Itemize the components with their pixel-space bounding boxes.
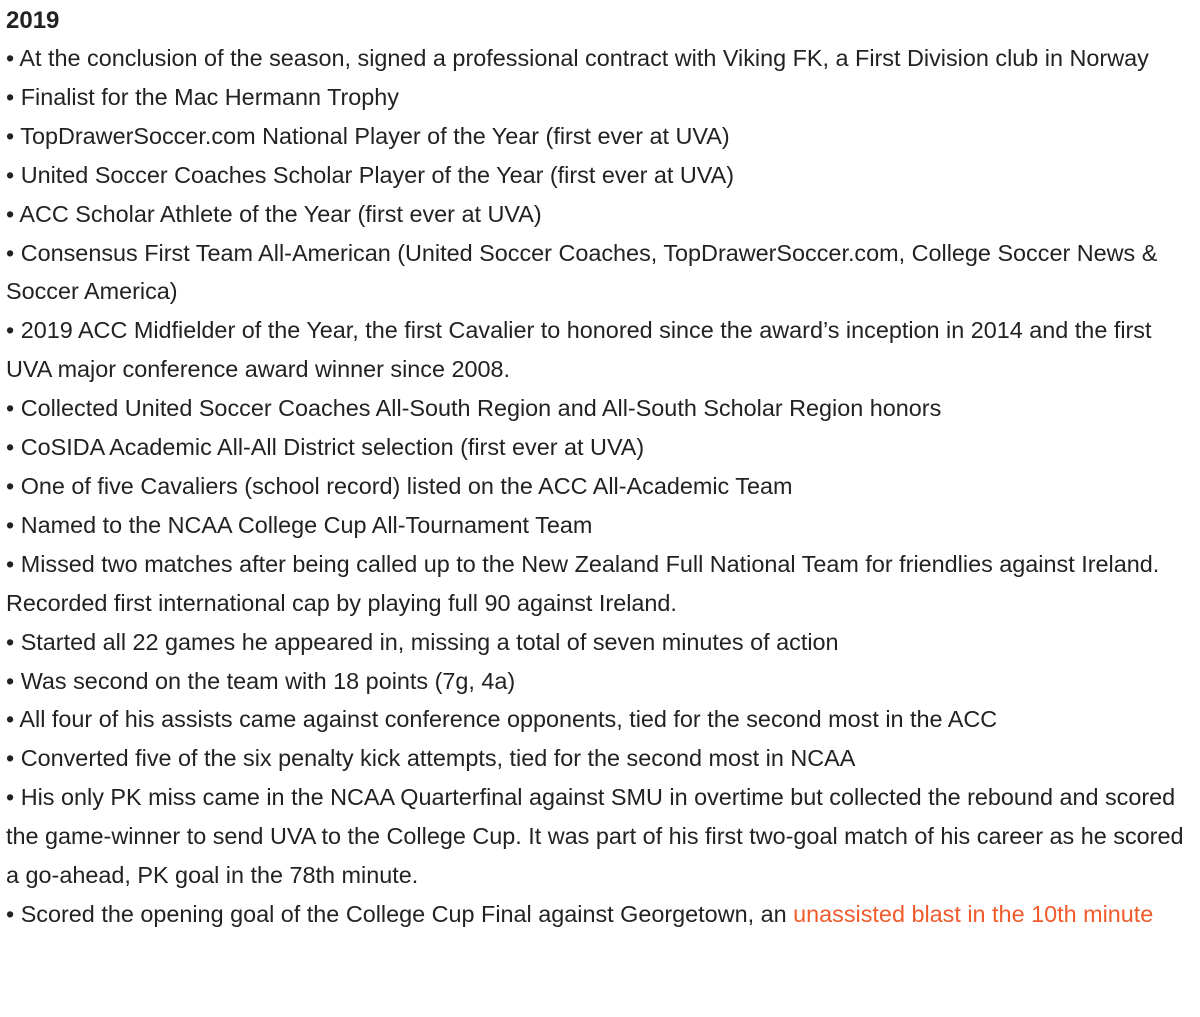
bullet: • [6, 83, 15, 110]
bullet: • [6, 122, 15, 149]
bullet: • [6, 317, 15, 344]
accomplishments-list [6, 39, 1194, 934]
bullet: • [6, 395, 15, 422]
bullet: • [6, 706, 15, 733]
bullet: • [6, 472, 15, 499]
list-item-text: Converted five of the six penalty kick attempts, tied for the second most in NCAA [20, 745, 856, 772]
bullet: • [6, 200, 15, 227]
list-item-text: ACC Scholar Athlete of the Year (first ever at UVA) [19, 200, 542, 227]
list-item-text: Named to the NCAA College Cup All-Tournament Team [20, 511, 593, 538]
list-item-text: Collected United Soccer Coaches All-South Region and All-South Scholar Region honors [20, 395, 942, 422]
list-item [6, 700, 1194, 739]
list-item-text: All four of his assists came against conference opponents, tied for the second most in the ACC [19, 706, 998, 733]
bullet: • [6, 784, 15, 811]
bullet: • [6, 511, 15, 538]
bullet: • [6, 434, 15, 461]
list-item [6, 428, 1194, 467]
list-item-text: One of five Cavaliers (school record) listed on the ACC All-Academic Team [20, 472, 793, 499]
list-item [6, 623, 1194, 662]
bullet: • [6, 45, 15, 71]
year-heading: 2019 [6, 7, 60, 34]
list-item-text: Was second on the team with 18 points (7g, 4a) [20, 667, 516, 694]
list-item-text: Scored the opening goal of the College Cup Final against Georgetown, an [20, 900, 787, 927]
list-item [6, 506, 1194, 545]
list-item [6, 39, 1194, 78]
list-item [6, 895, 1194, 934]
list-item [6, 467, 1194, 506]
list-item [6, 389, 1194, 428]
list-item [6, 156, 1194, 195]
list-item [6, 662, 1194, 701]
bullet: • [6, 900, 15, 927]
list-item [6, 545, 1194, 623]
list-item-text: Consensus First Team All-American (United Soccer Coaches, TopDrawerSoccer.com, College Soccer News & Soccer America) [6, 239, 1158, 305]
list-item-text: CoSIDA Academic All-All District selection (first ever at UVA) [20, 434, 645, 461]
list-item [6, 234, 1194, 312]
bullet: • [6, 628, 15, 655]
bullet: • [6, 239, 15, 266]
list-item [6, 739, 1194, 778]
video-link[interactable]: unassisted blast in the 10th minute [793, 900, 1154, 927]
list-item-text: 2019 ACC Midfielder of the Year, the first Cavalier to honored since the award’s inception in 2014 and the first UVA major conference award winner since 2008. [6, 317, 1152, 383]
list-item-text: At the conclusion of the season, signed a professional contract with Viking FK, a First Division club in Norway [19, 45, 1149, 71]
bullet: • [6, 550, 15, 577]
list-item [6, 778, 1194, 895]
list-item-text: His only PK miss came in the NCAA Quarterfinal against SMU in overtime but collected the rebound and scored the game-winner to send UVA to the College Cup. It was part of his first two-goal match of his career as he scored a go-ahead, PK goal in the 78th minute. [6, 784, 1184, 889]
list-item-text: Started all 22 games he appeared in, missing a total of seven minutes of action [20, 628, 839, 655]
list-item [6, 311, 1194, 389]
list-item-text: TopDrawerSoccer.com National Player of the Year (first ever at UVA) [20, 122, 730, 149]
bullet: • [6, 745, 15, 772]
list-item-text: United Soccer Coaches Scholar Player of the Year (first ever at UVA) [20, 161, 735, 188]
list-item [6, 195, 1194, 234]
bullet: • [6, 161, 15, 188]
list-item-text: Finalist for the Mac Hermann Trophy [20, 83, 399, 110]
list-item [6, 78, 1194, 117]
list-item [6, 117, 1194, 156]
list-item-text: Missed two matches after being called up to the New Zealand Full National Team for friendlies against Ireland. Recorded first international cap by playing full 90 against Ireland. [6, 550, 1160, 616]
bullet: • [6, 667, 15, 694]
